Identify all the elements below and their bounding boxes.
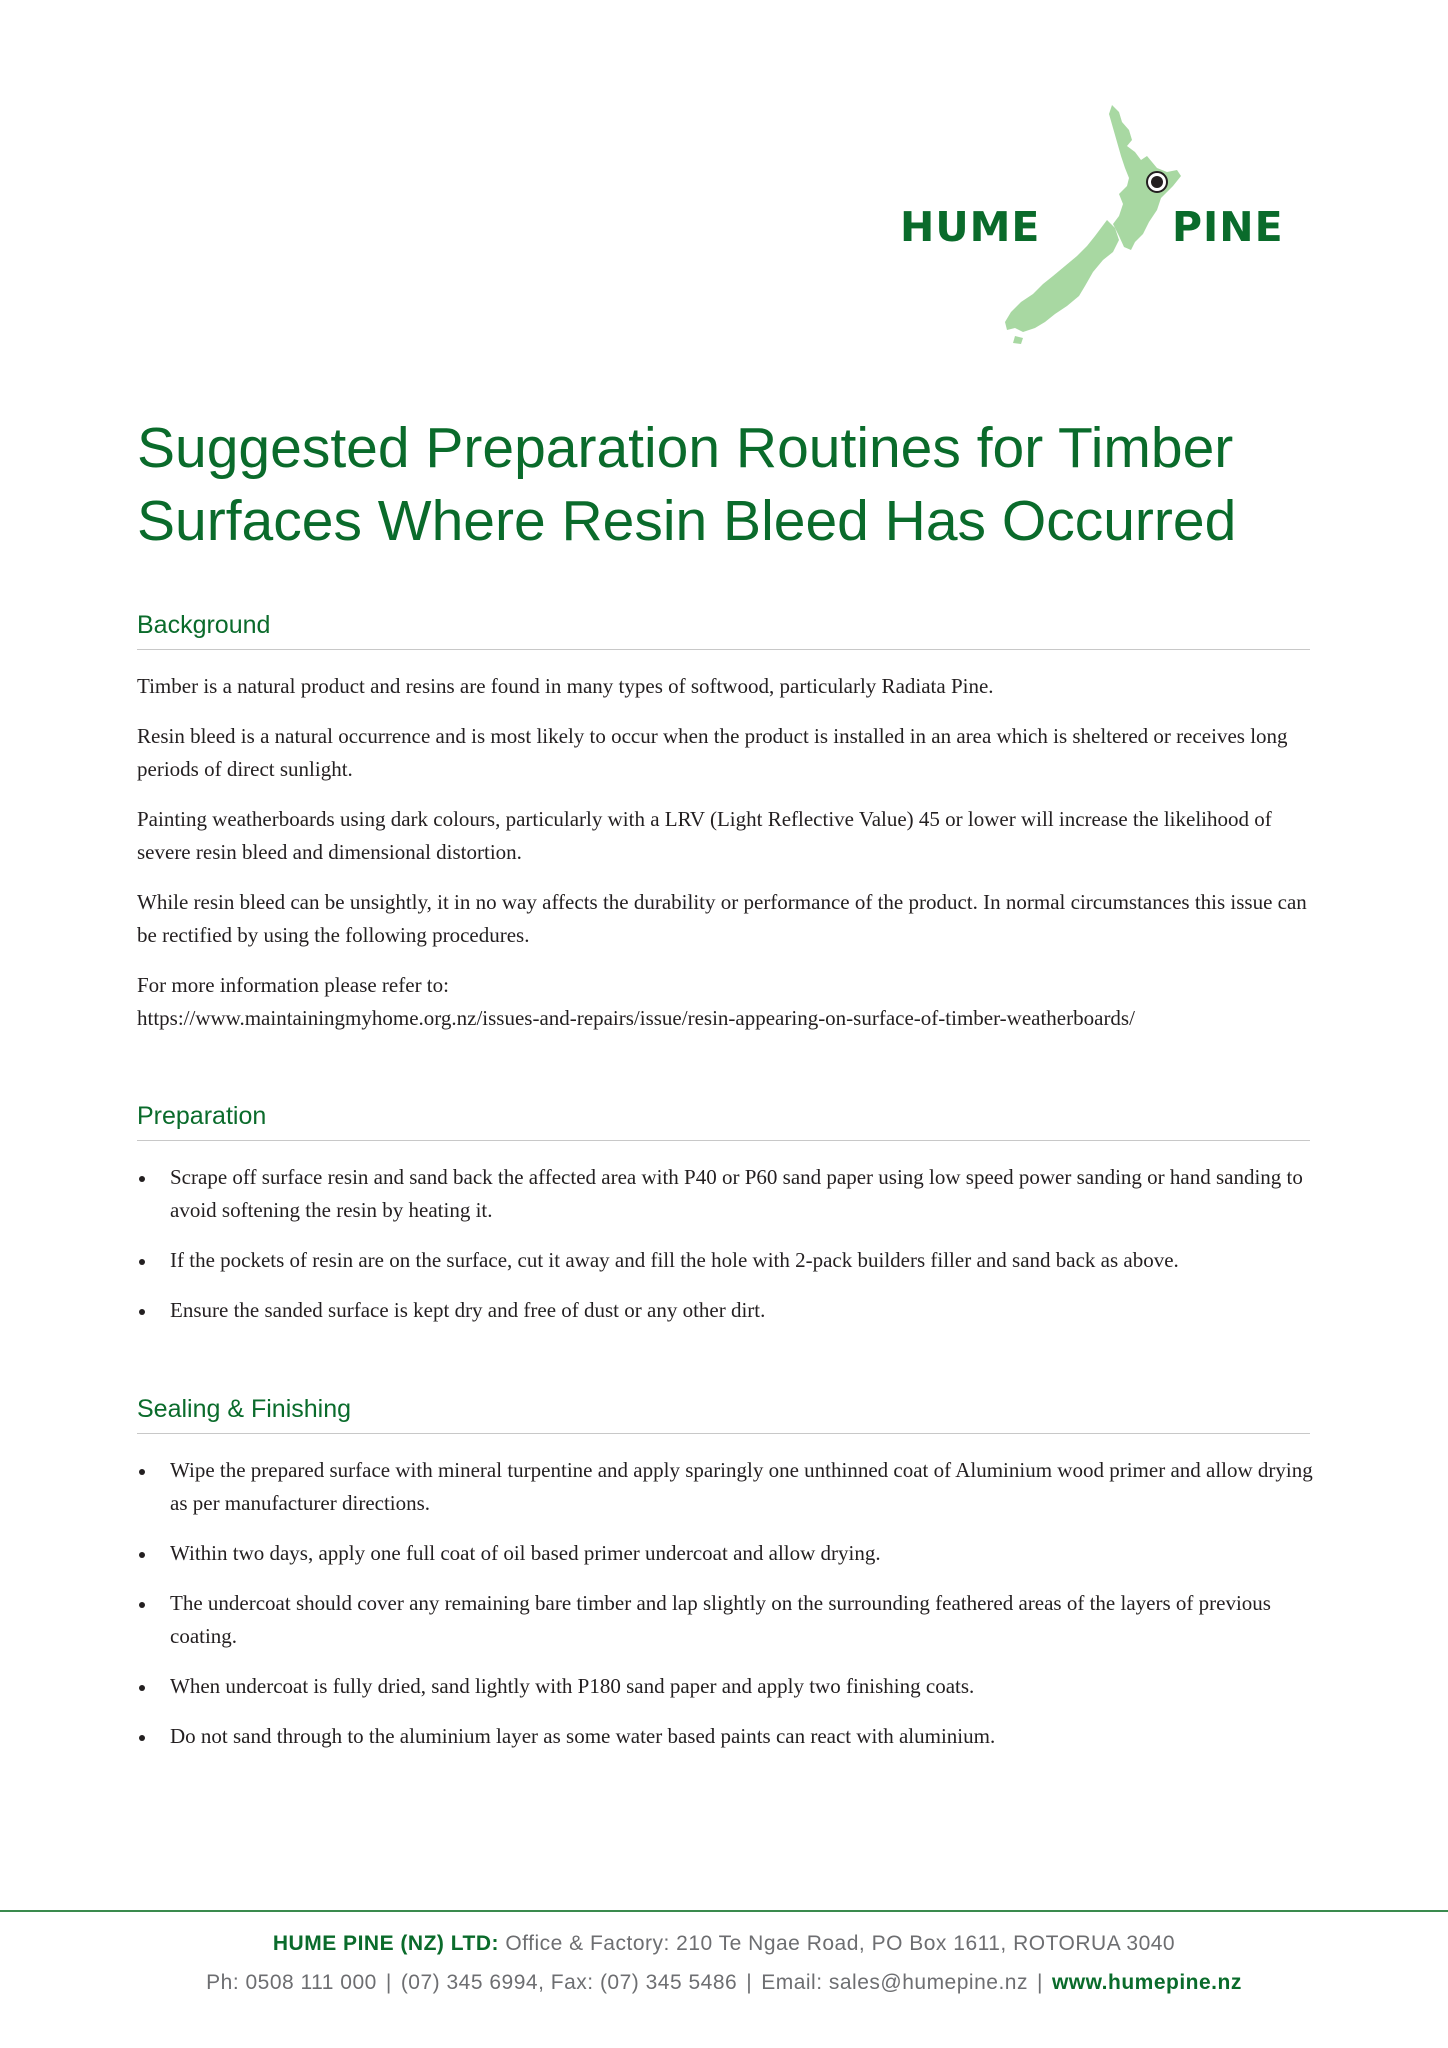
footer-divider [0, 1910, 1448, 1912]
bullet-icon [139, 1309, 145, 1315]
list-item [137, 1244, 1317, 1277]
footer-phone-2: (07) 345 6994, [400, 1971, 545, 1994]
footer-fax: Fax: (07) 345 5486 [550, 1971, 738, 1994]
more-info-link[interactable]: https://www.maintainingmyhome.org.nz/issues-and-repairs/issue/resin-appearing-on-surface-of-timber-weatherboards/ [137, 1006, 1135, 1030]
footer-address: Office & Factory: 210 Te Ngae Road, PO Box 1611, ROTORUA 3040 [505, 1932, 1176, 1955]
logo-word-hume: HUME [900, 203, 1041, 251]
footer-separator: | [1036, 1971, 1043, 1994]
bullet-icon [139, 1259, 145, 1265]
bullet-icon [139, 1735, 145, 1741]
list-item [137, 1587, 1317, 1653]
list-item-text: Ensure the sanded surface is kept dry and free of dust or any other dirt. [170, 1298, 766, 1322]
footer-email[interactable]: Email: sales@humepine.nz [761, 1971, 1028, 1994]
list-item-text: When undercoat is fully dried, sand lightly with P180 sand paper and apply two finishing coats. [170, 1674, 975, 1698]
location-marker-icon [1147, 172, 1167, 192]
footer-separator: | [385, 1971, 392, 1994]
bullet-icon [139, 1176, 145, 1182]
list-item-text: Scrape off surface resin and sand back the affected area with P40 or P60 sand paper using low speed power sanding or hand sanding to avoid softening the resin by heating it. [170, 1165, 1303, 1222]
list-item-text: Do not sand through to the aluminium layer as some water based paints can react with aluminium. [170, 1724, 996, 1748]
background-body [137, 670, 1317, 1052]
background-paragraph: Resin bleed is a natural occurrence and is most likely to occur when the product is installed in an area which is sheltered or receives long periods of direct sunlight. [137, 724, 1288, 781]
sealing-list [137, 1454, 1317, 1770]
footer-separator: | [746, 1971, 753, 1994]
preparation-list [137, 1161, 1317, 1344]
bullet-icon [139, 1602, 145, 1608]
footer-contact-line [0, 1969, 1448, 1997]
list-item [137, 1161, 1317, 1227]
footer-company: HUME PINE (NZ) LTD: [272, 1932, 499, 1955]
hume-pine-logo [895, 100, 1315, 350]
list-item [137, 1454, 1317, 1520]
footer-phone: Ph: 0508 111 000 [206, 1971, 377, 1994]
list-item-text: If the pockets of resin are on the surface, cut it away and fill the hole with 2-pack builders filler and sand back as above. [170, 1248, 1179, 1272]
page-title-line-2: Surfaces Where Resin Bleed Has Occurred [137, 489, 1237, 553]
more-info-label: For more information please refer to: [137, 973, 449, 997]
background-paragraph: While resin bleed can be unsightly, it in no way affects the durability or performance of the product. In normal circumstances this issue can be rectified by using the following procedures. [137, 890, 1307, 947]
list-item [137, 1670, 1317, 1703]
background-paragraph: Timber is a natural product and resins are found in many types of softwood, particularly Radiata Pine. [137, 674, 994, 698]
list-item [137, 1294, 1317, 1327]
background-paragraph: Painting weatherboards using dark colours, particularly with a LRV (Light Reflective Value) 45 or lower will increase the likelihood of severe resin bleed and dimensional distortion. [137, 807, 1272, 864]
sealing-heading: Sealing & Finishing [137, 1394, 1310, 1434]
logo-word-pine: PINE [1172, 203, 1284, 251]
list-item-text: Within two days, apply one full coat of oil based primer undercoat and allow drying. [170, 1541, 881, 1565]
more-info [137, 969, 1317, 1035]
bullet-icon [139, 1552, 145, 1558]
bullet-icon [139, 1685, 145, 1691]
list-item [137, 1537, 1317, 1570]
page-title-line-1: Suggested Preparation Routines for Timber [137, 416, 1234, 480]
page-title [137, 412, 1317, 558]
preparation-heading: Preparation [137, 1101, 1310, 1141]
bullet-icon [139, 1469, 145, 1475]
footer-website-link[interactable]: www.humepine.nz [1051, 1971, 1242, 1994]
list-item [137, 1720, 1317, 1753]
list-item-text: The undercoat should cover any remaining bare timber and lap slightly on the surrounding feathered areas of the layers of previous coating. [170, 1591, 1271, 1648]
footer-address-line [0, 1930, 1448, 1958]
background-heading: Background [137, 610, 1310, 650]
list-item-text: Wipe the prepared surface with mineral turpentine and apply sparingly one unthinned coat of Aluminium wood primer and allow drying as per manufacturer directions. [170, 1458, 1313, 1515]
